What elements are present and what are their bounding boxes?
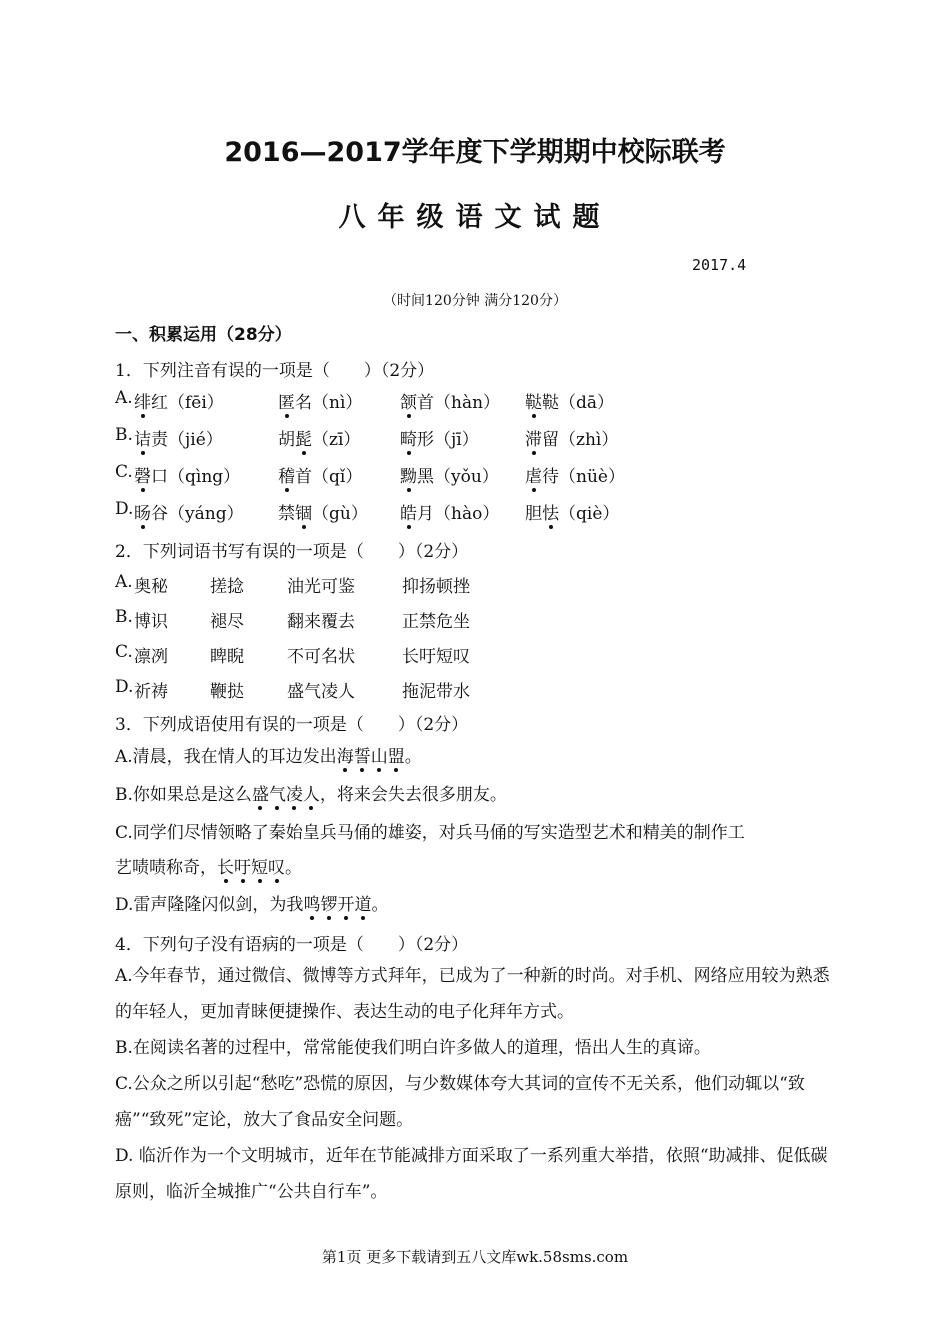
q1-word: 禁锢（gù） <box>278 499 368 524</box>
q4-option-a: A.今年春节，通过微信、微博等方式拜年，已成为了一种新的时尚。对手机、网络应用较为熟悉的年轻人，更加青睐便捷操作、表达生动的电子化拜年方式。 <box>115 966 830 1022</box>
q3-d-idiom: 鸣锣开道 <box>303 895 371 915</box>
q3-stem: 3．下列成语使用有误的一项是（ ）（2分） <box>115 715 469 735</box>
q3-c-idiom: 长吁短叹 <box>217 858 285 878</box>
q2-word: 睥睨 <box>210 647 244 667</box>
time-note: （时间120分钟 满分120分） <box>383 293 567 309</box>
q1-word: 黝黑（yǒu） <box>400 462 499 487</box>
q2-option-label: A. <box>115 572 133 592</box>
q1-word: 滞留（zhì） <box>525 425 618 450</box>
q1-word: 皓月（hào） <box>400 499 499 524</box>
q2-word: 长吁短叹 <box>402 647 470 667</box>
q2-option-label: D. <box>115 677 134 697</box>
q1-word: 胆怯（qiè） <box>525 499 619 524</box>
q3-option-b <box>115 780 507 805</box>
q2-word: 不可名状 <box>287 647 355 667</box>
q2-stem: 2．下列词语书写有误的一项是（ ）（2分） <box>115 542 469 562</box>
q2-word: 油光可鉴 <box>287 577 355 597</box>
q4-option-b: B.在阅读名著的过程中，常常能使我们明白许多做人的道理，悟出人生的真谛。 <box>115 1038 711 1058</box>
q3-option-c-line2 <box>115 853 302 878</box>
q3-b-text: B.你如果总是这么 <box>115 785 252 805</box>
q1-stem: 1．下列注音有误的一项是（ ）（2分） <box>115 361 435 381</box>
exam-date: 2017.4 <box>692 256 747 274</box>
q1-option-label: C. <box>115 462 133 482</box>
q3-d-text: D.雷声隆隆闪似剑，为我 <box>115 895 304 915</box>
q3-a-idiom: 海誓山盟 <box>337 747 405 767</box>
q2-word: 褪尽 <box>210 612 244 632</box>
q1-option-label: D. <box>115 499 134 519</box>
q2-word: 翻来覆去 <box>287 612 355 632</box>
q1-word: 诘责（jié） <box>134 425 223 450</box>
q1-word: 旸谷（yáng） <box>134 499 244 524</box>
q3-a-end: 。 <box>404 747 422 767</box>
q2-word: 搓捻 <box>210 577 244 597</box>
q2-word: 拖泥带水 <box>402 682 470 702</box>
q1-word: 颔首（hàn） <box>400 388 500 413</box>
q2-option-label: C. <box>115 642 133 662</box>
q1-word: 稽首（qǐ） <box>278 462 362 487</box>
q2-word: 凛冽 <box>134 647 168 667</box>
q2-word: 盛气凌人 <box>287 682 355 702</box>
q2-word: 鞭挞 <box>210 682 244 702</box>
q1-word: 胡髭（zī） <box>278 425 360 450</box>
q2-word: 正禁危坐 <box>402 612 470 632</box>
q4-option-c: C.公众之所以引起“愁吃”恐慌的原因，与少数媒体夸大其词的宣传不无关系，他们动辄以“致癌”“致死”定论，放大了食品安全问题。 <box>115 1074 805 1130</box>
q2-option-label: B. <box>115 607 133 627</box>
q3-c-text: 艺啧啧称奇， <box>115 858 217 878</box>
q1-option-label: B. <box>115 425 133 445</box>
q4-option-d: D. 临沂作为一个文明城市，近年在节能减排方面采取了一系列重大举措，依照“助减排、促低碳原则，临沂全城推广“公共自行车”。 <box>115 1146 828 1202</box>
q2-word: 抑扬顿挫 <box>402 577 470 597</box>
q1-word: 鞑鞑（dā） <box>525 388 614 413</box>
q1-word: 绯红（fēi） <box>134 388 224 413</box>
q3-c-end: 。 <box>285 858 302 878</box>
q3-a-text: A.清晨，我在情人的耳边发出 <box>115 747 337 767</box>
q3-b-end: ，将来会失去很多朋友。 <box>319 785 507 805</box>
q2-word: 祈祷 <box>134 682 168 702</box>
q2-word: 奥秘 <box>134 577 168 597</box>
q1-word: 虐待（nüè） <box>525 462 625 487</box>
q2-word: 博识 <box>134 612 168 632</box>
q3-d-end: 。 <box>371 895 389 915</box>
exam-title: 2016—2017学年度下学期期中校际联考 <box>224 137 726 168</box>
q3-option-a <box>115 742 422 767</box>
q1-word: 畸形（jī） <box>400 425 479 450</box>
q4-stem: 4．下列句子没有语病的一项是（ ）（2分） <box>115 935 469 955</box>
q3-option-d <box>115 890 388 915</box>
q3-b-idiom: 盛气凌人 <box>252 785 320 805</box>
section-heading: 一、积累运用（28分） <box>115 325 292 345</box>
q3-option-c-line1: C.同学们尽情领略了秦始皇兵马俑的雄姿，对兵马俑的写实造型艺术和精美的制作工 <box>115 823 745 843</box>
q1-word: 匿名（nì） <box>278 388 362 413</box>
exam-subtitle: 八年级语文试题 <box>338 202 612 233</box>
q1-word: 磬口（qìng） <box>134 462 240 487</box>
q1-option-label: A. <box>115 388 133 408</box>
page-footer: 第1页 更多下载请到五八文库wk.58sms.com <box>321 1248 629 1266</box>
